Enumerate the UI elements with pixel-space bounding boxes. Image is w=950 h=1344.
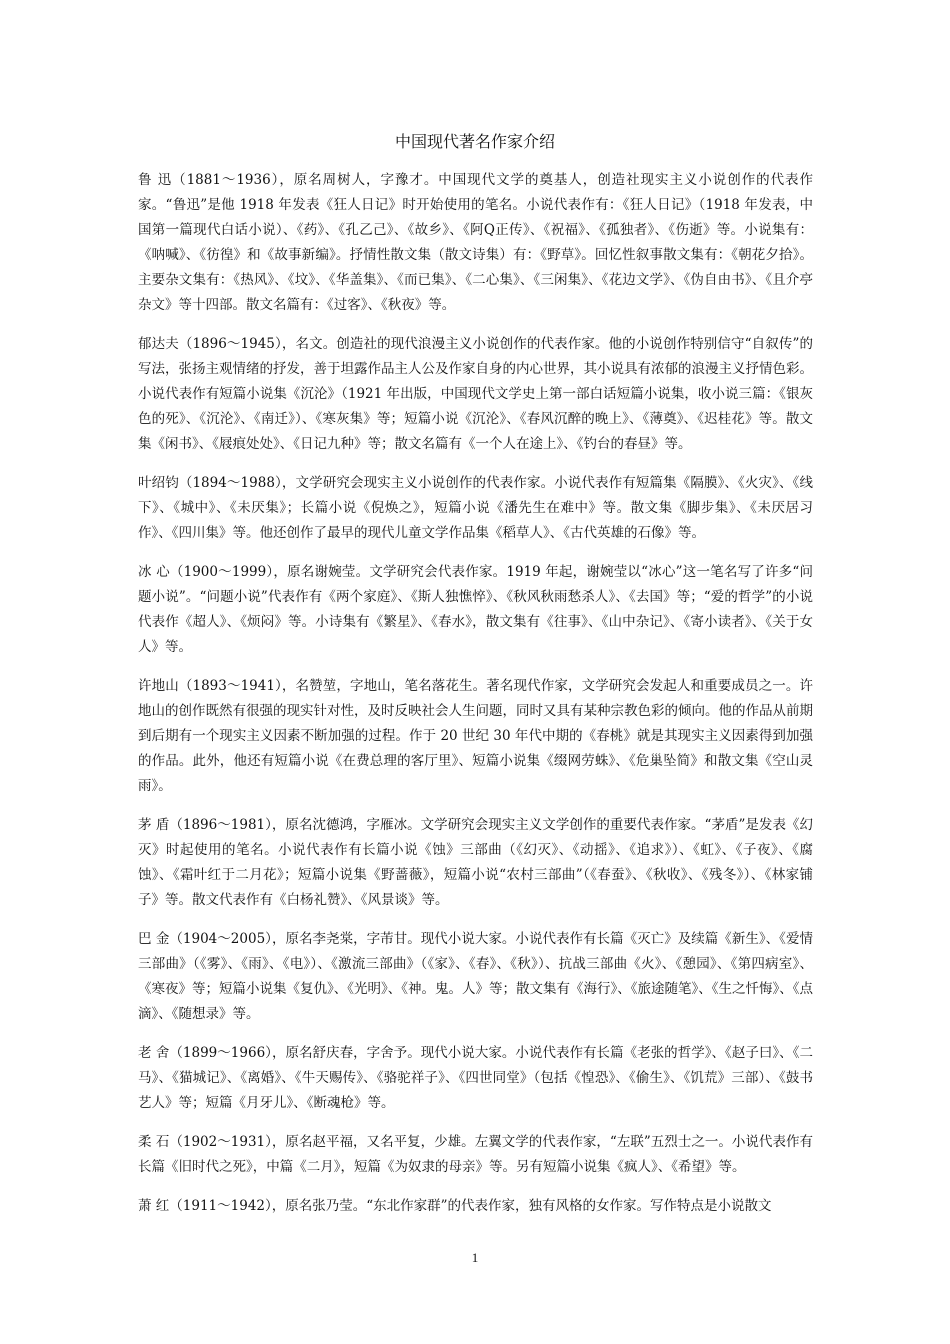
paragraph-mao-dun: 茅 盾（1896～1981），原名沈德鸿，字雁冰。文学研究会现实主义文学创作的重要代表作家。“茅盾”是发表《幻灭》时起使用的笔名。小说代表作有长篇小说《蚀》三部曲（《幻灭》、《动摇》、《追求》）、《虹》、《子夜》、《腐蚀》、《霜叶红于二月花》；短篇小说集《野蔷薇》，短篇小说“农村三部曲”（《春蚕》、《秋收》、《残冬》）、《林家铺子》等。散文代表作有《白杨礼赞》、《风景谈》等。 <box>138 817 813 908</box>
paragraph-rou-shi: 柔 石（1902～1931），原名赵平福，又名平复，少雄。左翼文学的代表作家，“左联”五烈士之一。小说代表作有长篇《旧时代之死》，中篇《二月》，短篇《为奴隶的母亲》等。另有短篇小说集《疯人》、《希望》等。 <box>138 1134 813 1175</box>
paragraph-bing-xin: 冰 心（1900～1999），原名谢婉莹。文学研究会代表作家。1919 年起，谢婉莹以“冰心”这一笔名写了许多“问题小说”。“问题小说”代表作有《两个家庭》、《斯人独憔悴》、《秋风秋雨愁杀人》、《去国》等；“爱的哲学”的小说代表作《超人》、《烦闷》等。小诗集有《繁星》、《春水》，散文集有《往事》、《山中杂记》、《寄小读者》、《关于女人》等。 <box>138 564 813 655</box>
paragraph-lu-xun: 鲁 迅（1881～1936），原名周树人，字豫才。中国现代文学的奠基人，创造社现实主义小说创作的代表作家。“鲁迅”是他 1918 年发表《狂人日记》时开始使用的笔名。小说代表作有：《狂人日记》（1918 年发表，中国第一篇现代白话小说）、《药》、《孔乙己》、《故乡》、《阿Q正传》、《祝福》、《孤独者》、《伤逝》等。小说集有：《呐喊》、《彷徨》和《故事新编》。抒情性散文集（散文诗集）有：《野草》。回忆性叙事散文集有：《朝花夕拾》。主要杂文集有：《热风》、《坟》、《华盖集》、《而已集》、《二心集》、《三闲集》、《花边文学》、《伪自由书》、《且介亭杂文》等十四部。散文名篇有：《过客》、《秋夜》等。 <box>138 172 813 313</box>
paragraph-lao-she: 老 舍（1899～1966），原名舒庆春，字舍予。现代小说大家。小说代表作有长篇《老张的哲学》、《赵子曰》、《二马》、《猫城记》、《离婚》、《牛天赐传》、《骆驼祥子》、《四世同堂》（包括《惶恐》、《偷生》、《饥荒》三部）、《鼓书艺人》等；短篇《月牙儿》、《断魂枪》等。 <box>138 1045 813 1111</box>
paragraph-xu-dishan: 许地山（1893～1941），名赞堃，字地山，笔名落花生。著名现代作家，文学研究会发起人和重要成员之一。许地山的创作既然有很强的现实针对性，及时反映社会人生问题，同时又具有某种宗教色彩的倾向。他的作品从前期到后期有一个现实主义因素不断加强的过程。作于 20 世纪 30 年代中期的《春桃》就是其现实主义因素得到加强的作品。此外，他还有短篇小说《在费总理的客厅里》、短篇小说集《缀网劳蛛》、《危巢坠简》和散文集《空山灵雨》。 <box>138 678 813 794</box>
paragraph-yu-dafu: 郁达夫（1896～1945），名文。创造社的现代浪漫主义小说创作的代表作家。他的小说创作特别信守“自叙传”的写法，张扬主观情绪的抒发，善于坦露作品主人公及作家自身的内心世界，其小说具有浓郁的浪漫主义抒情色彩。小说代表作有短篇小说集《沉沦》（1921 年出版，中国现代文学史上第一部白话短篇小说集，收小说三篇：《银灰色的死》、《沉沦》、《南迁》）、《寒灰集》等；短篇小说《沉沦》、《春风沉醉的晚上》、《薄奠》、《迟桂花》等。散文集《闲书》、《屐痕处处》、《日记九种》等；散文名篇有《一个人在途上》、《钓台的春昼》等。 <box>138 336 813 452</box>
document-body <box>138 168 813 1233</box>
paragraph-ye-shaojun: 叶绍钧（1894～1988），文学研究会现实主义小说创作的代表作家。小说代表作有短篇集《隔膜》、《火灾》、《线下》、《城中》、《未厌集》；长篇小说《倪焕之》，短篇小说《潘先生在难中》等。散文集《脚步集》、《未厌居习作》、《四川集》等。他还创作了最早的现代儿童文学作品集《稻草人》、《古代英雄的石像》等。 <box>138 475 813 541</box>
paragraph-ba-jin: 巴 金（1904～2005），原名李尧棠，字芾甘。现代小说大家。小说代表作有长篇《灭亡》及续篇《新生》、《爱情三部曲》（《雾》、《雨》、《电》）、《激流三部曲》（《家》、《春》、《秋》）、抗战三部曲《火》、《憩园》、《第四病室》、《寒夜》等；短篇小说集《复仇》、《光明》、《神。鬼。人》等；散文集有《海行》、《旅途随笔》、《生之忏悔》、《点滴》、《随想录》等。 <box>138 931 813 1022</box>
paragraph-xiao-hong: 萧 红（1911～1942），原名张乃莹。“东北作家群”的代表作家，独有风格的女作家。写作特点是小说散文 <box>138 1198 772 1214</box>
page-number: 1 <box>471 1250 479 1265</box>
page-title: 中国现代著名作家介绍 <box>394 132 555 151</box>
